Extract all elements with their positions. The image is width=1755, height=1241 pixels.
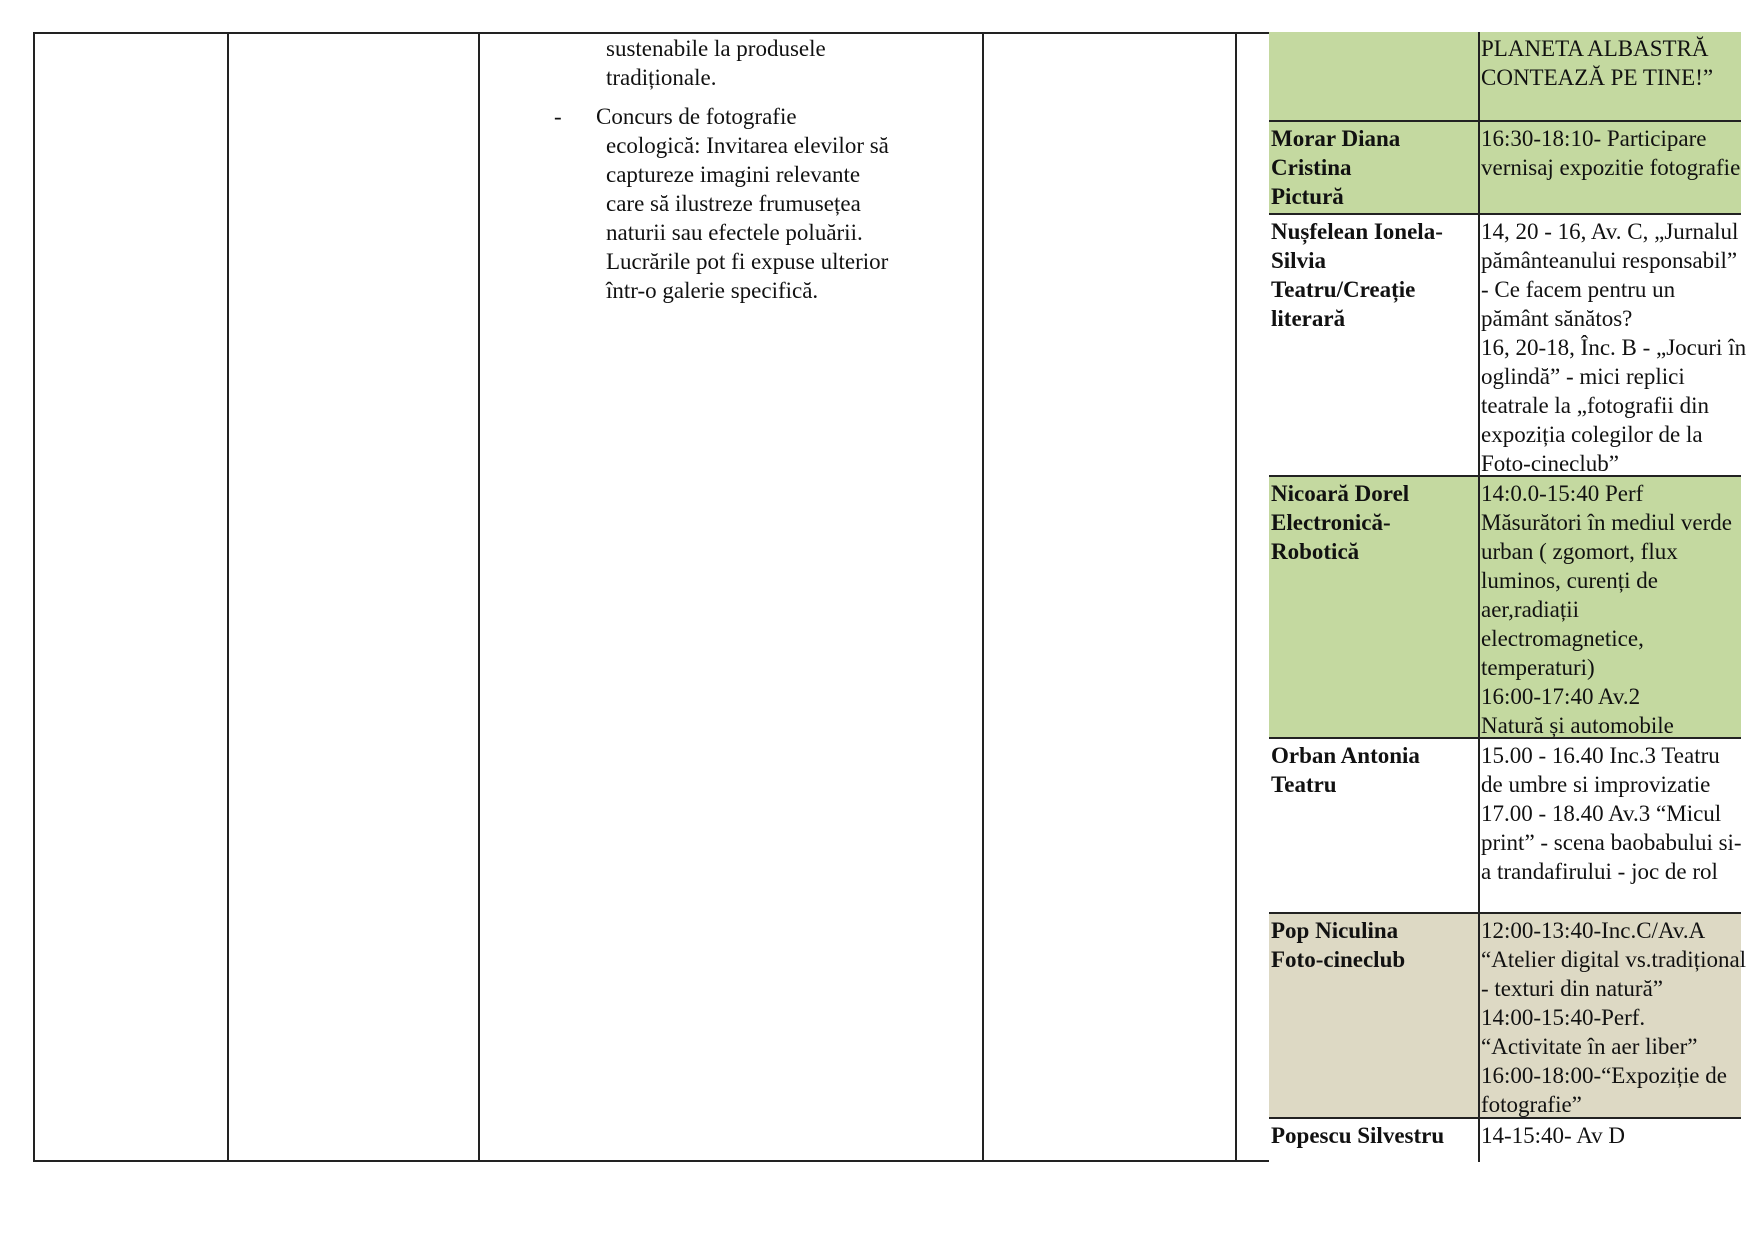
text-line: captureze imagini relevante	[606, 162, 861, 187]
text-line: Măsurători în mediul verde	[1481, 510, 1733, 535]
text-line: fotografie”	[1481, 1092, 1582, 1117]
teacher-cell	[1269, 739, 1480, 912]
table-row	[1269, 215, 1747, 477]
text-line: Lucrările pot fi expuse ulterior	[606, 249, 889, 274]
text-line: 15.00 - 16.40 Inc.3 Teatru	[1481, 743, 1720, 768]
text-line: aer,radiații	[1481, 597, 1580, 622]
activity-cell	[1480, 914, 1747, 1117]
activities-description-cell	[520, 34, 1020, 305]
teacher-cell	[1269, 477, 1480, 737]
text-line: literară	[1271, 306, 1346, 331]
text-line: expoziția colegilor de la	[1481, 422, 1703, 447]
table-row	[1269, 914, 1747, 1119]
text-line: CONTEAZĂ PE TINE!”	[1481, 65, 1714, 90]
text-line: Nicoară Dorel	[1271, 481, 1410, 506]
text-line: de umbre si improvizatie	[1481, 772, 1711, 797]
text-line: Foto-cineclub”	[1481, 451, 1619, 476]
text-line: 14:0.0-15:40 Perf	[1481, 481, 1644, 506]
table-row	[1269, 1119, 1741, 1162]
text-line: - texturi din natură”	[1481, 976, 1664, 1001]
text-line: 16:30-18:10- Participare	[1481, 126, 1707, 151]
text-line: Silvia	[1271, 248, 1326, 273]
text-line: Teatru	[1271, 772, 1337, 797]
text-line: teatrale la „fotografii din	[1481, 393, 1709, 418]
text-line: Natură și automobile	[1481, 713, 1674, 738]
text-line: Concurs de fotografie	[596, 104, 797, 129]
text-line: Nușfelean Ionela-	[1271, 219, 1443, 244]
text-line: 14-15:40- Av D	[1481, 1123, 1625, 1148]
text-line: pământ sănătos?	[1481, 306, 1633, 331]
text-line: Morar Diana	[1271, 126, 1401, 151]
table-row	[1269, 32, 1741, 122]
text-line: urban ( zgomort, flux	[1481, 539, 1678, 564]
text-line: “Atelier digital vs.tradițional	[1481, 947, 1747, 972]
text-line: sustenabile la produsele	[606, 36, 826, 61]
text-line: 14, 20 - 16, Av. C, „Jurnalul	[1481, 219, 1739, 244]
text-line: oglindă” - mici replici	[1481, 364, 1685, 389]
list-dash: -	[554, 104, 562, 129]
column-divider	[1235, 34, 1237, 1160]
activity-cell	[1480, 32, 1741, 120]
activity-cell	[1480, 477, 1741, 737]
table-row	[1269, 122, 1741, 215]
text-line: Pictură	[1271, 184, 1344, 209]
text-line: pământeanului responsabil”	[1481, 248, 1738, 273]
text-line: Orban Antonia	[1271, 743, 1420, 768]
text-line: ecologică: Invitarea elevilor să	[606, 133, 889, 158]
text-line: Cristina	[1271, 155, 1352, 180]
text-line: Pop Niculina	[1271, 918, 1399, 943]
text-line: 12:00-13:40-Inc.C/Av.A	[1481, 918, 1706, 943]
teacher-cell	[1269, 32, 1480, 120]
text-line: “Activitate în aer liber”	[1481, 1034, 1698, 1059]
text-line: 14:00-15:40-Perf.	[1481, 1005, 1646, 1030]
text-line: 16:00-18:00-“Expoziție de	[1481, 1063, 1727, 1088]
column-divider	[478, 34, 480, 1160]
text-line: temperaturi)	[1481, 655, 1595, 680]
text-line: - Ce facem pentru un	[1481, 277, 1676, 302]
text-line: 17.00 - 18.40 Av.3 “Micul	[1481, 801, 1722, 826]
teacher-cell	[1269, 215, 1480, 475]
activity-cell	[1480, 215, 1747, 476]
text-line: Electronică-	[1271, 510, 1391, 535]
text-line: Teatru/Creație	[1271, 277, 1416, 302]
activity-cell	[1480, 1119, 1741, 1162]
text-line: 16:00-17:40 Av.2	[1481, 684, 1641, 709]
teacher-cell	[1269, 914, 1480, 1117]
teacher-cell	[1269, 1119, 1480, 1162]
table-row	[1269, 739, 1741, 914]
schedule-table	[33, 32, 1747, 1162]
text-line: print” - scena baobabului si-	[1481, 830, 1742, 855]
text-line: tradiționale.	[606, 65, 717, 90]
text-line: care să ilustreze frumusețea	[606, 191, 861, 216]
table-row	[1269, 477, 1741, 739]
description-continuation	[520, 34, 1020, 92]
text-line: Robotică	[1271, 539, 1360, 564]
column-divider	[227, 34, 229, 1160]
text-line: Popescu Silvestru	[1271, 1123, 1445, 1148]
text-line: luminos, curenți de	[1481, 568, 1658, 593]
text-line: electromagnetice,	[1481, 626, 1644, 651]
activity-cell	[1480, 739, 1741, 912]
text-line: Foto-cineclub	[1271, 947, 1406, 972]
text-line: 16, 20-18, Înc. B - „Jocuri în	[1481, 335, 1747, 360]
text-line: PLANETA ALBASTRĂ	[1481, 36, 1709, 61]
activity-cell	[1480, 122, 1741, 213]
text-line: vernisaj expozitie fotografie	[1481, 155, 1741, 180]
text-line: naturii sau efectele poluării.	[606, 220, 863, 245]
photo-contest-item	[520, 102, 1020, 305]
text-line: într-o galerie specifică.	[606, 278, 819, 303]
text-line: a trandafirului - joc de rol	[1481, 859, 1718, 884]
teacher-cell	[1269, 122, 1480, 213]
